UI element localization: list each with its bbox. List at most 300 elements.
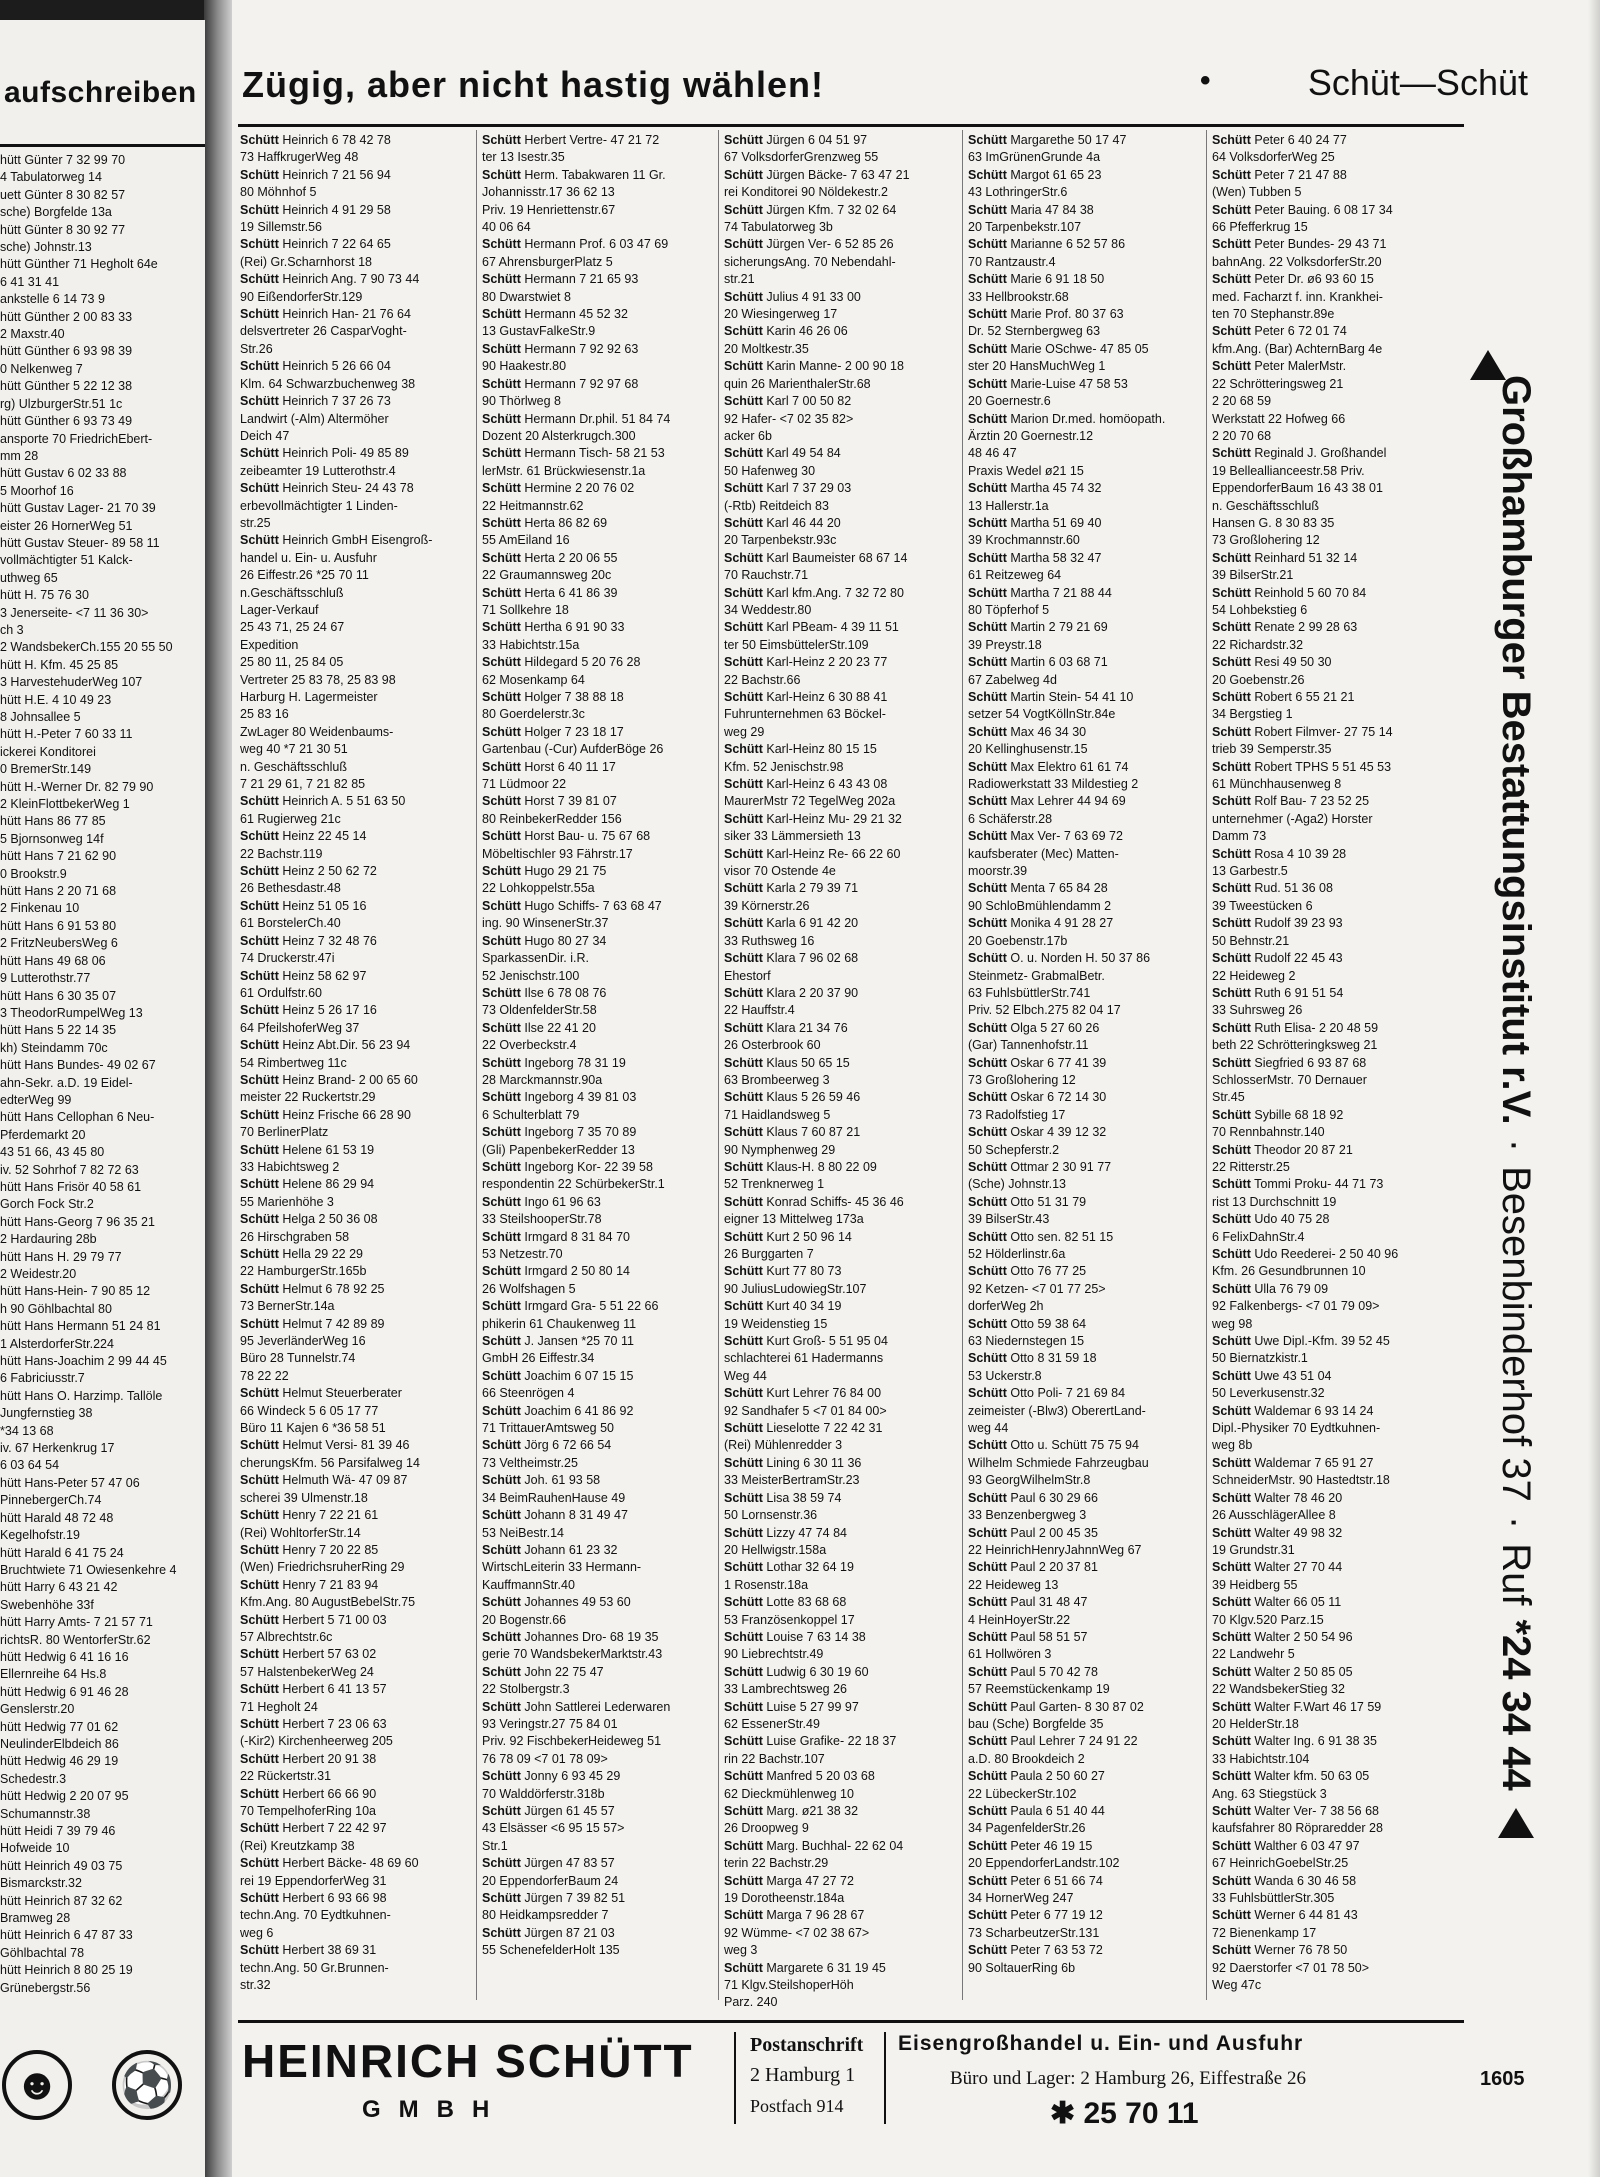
left-page-line: 2 Maxstr.40 <box>0 327 65 342</box>
vertical-ad-address: Besenbinderhof 37 <box>1494 1166 1539 1502</box>
listing-entry: 20 Tarpenbekstr.107 <box>968 220 1082 235</box>
listing-entry: Schütt Karl 46 44 20 <box>724 515 841 530</box>
left-page-line: ch 3 <box>0 622 24 637</box>
listing-entry: Schütt Paul 6 30 29 66 <box>968 1490 1098 1505</box>
listing-entry: 22 Rückertstr.31 <box>240 1769 332 1784</box>
listing-entry: Schütt Helmut Versi- 81 39 46 <box>240 1438 410 1453</box>
listing-entry: 33 Habichtsweg 2 <box>240 1159 340 1174</box>
left-page-line: ickerei Konditorei <box>0 744 96 759</box>
listing-entry: delsvertreter 26 CasparVoght- <box>240 324 407 339</box>
listing-entry: handel u. Ein- u. Ausfuhr <box>240 550 377 565</box>
listing-entry: Schütt Ingeborg 78 31 19 <box>482 1055 626 1070</box>
listing-entry: Deich 47 <box>240 428 290 443</box>
listing-entry: Ang. 63 Stiegstück 3 <box>1212 1786 1327 1801</box>
listing-entry: 22 WandsbekerStieg 32 <box>1212 1682 1345 1697</box>
left-page-line: Swebenhöhe 33f <box>0 1597 94 1612</box>
listing-entry: str.25 <box>240 515 271 530</box>
left-page-line: ahn-Sekr. a.D. 19 Eidel- <box>0 1075 133 1090</box>
left-page-line: 6 Fabriciusstr.7 <box>0 1371 85 1386</box>
listing-entry: Schütt Rudolf 22 45 43 <box>1212 951 1343 966</box>
listing-entry: Schütt Hermann 7 21 65 93 <box>482 272 639 287</box>
listing-entry: Schütt Monika 4 91 28 27 <box>968 916 1114 931</box>
listing-entry: KauffmannStr.40 <box>482 1577 575 1592</box>
left-page-line: 2 FritzNeubersWeg 6 <box>0 936 118 951</box>
listing-entry: Schütt Heinrich 7 21 56 94 <box>240 167 391 182</box>
left-page-line: 2 Weidestr.20 <box>0 1267 77 1281</box>
listing-entry: trieb 39 Semperstr.35 <box>1212 742 1332 757</box>
listing-entry: Schütt Helmut 7 42 89 89 <box>240 1316 385 1331</box>
left-page-line: 1 AlsterdorferStr.224 <box>0 1336 114 1351</box>
listing-entry: 67 HeinrichGoebelStr.25 <box>1212 1856 1349 1871</box>
listing-entry: Schütt Hermann Prof. 6 03 47 69 <box>482 237 669 252</box>
listing-entry: 50 Behnstr.21 <box>1212 933 1290 948</box>
listing-column-1 <box>240 132 472 1994</box>
listing-entry: Schütt Margarete 6 31 19 45 <box>724 1960 886 1975</box>
listing-entry: Schütt Heinrich 7 37 26 73 <box>240 394 391 409</box>
listing-entry: 22 Landwehr 5 <box>1212 1647 1295 1662</box>
listing-entry: n. Geschäftsschluß <box>240 759 347 774</box>
left-page-line: 0 Brookstr.9 <box>0 866 67 881</box>
listing-entry: quin 26 MarienthalerStr.68 <box>724 376 871 391</box>
listing-entry: Schütt Henry 7 22 21 61 <box>240 1508 379 1523</box>
listing-entry: Kfm.Ang. 80 AugustBebelStr.75 <box>240 1595 416 1610</box>
listing-entry: Schütt Olga 5 27 60 26 <box>968 1020 1100 1035</box>
listing-entry: 53 NeiBestr.14 <box>482 1525 564 1540</box>
listing-entry: Schütt Lisa 38 59 74 <box>724 1490 842 1505</box>
listing-column-5 <box>1212 132 1444 1994</box>
listing-entry: Schütt Marie OSchwe- 47 85 05 <box>968 341 1149 356</box>
left-page-line: 6 03 64 54 <box>0 1458 60 1473</box>
listing-entry: Schütt Hermann 45 52 32 <box>482 307 628 322</box>
listing-entry: Schütt Lothar 32 64 19 <box>724 1560 854 1575</box>
listing-entry: 6 Schulterblatt 79 <box>482 1107 580 1122</box>
listing-entry: Schütt Johannes 49 53 60 <box>482 1595 631 1610</box>
listing-entry: 39 Körnerstr.26 <box>724 898 810 913</box>
left-page-line: PinnebergerCh.74 <box>0 1493 102 1508</box>
listing-entry: siker 33 Lämmersieth 13 <box>724 829 861 844</box>
left-page-header: aufschreiben <box>4 76 197 109</box>
listing-entry: 19 Sillemstr.56 <box>240 220 322 235</box>
listing-entry: rei 19 EppendorferWeg 31 <box>240 1873 387 1888</box>
listing-entry: Schütt Otto 51 31 79 <box>968 1194 1087 1209</box>
listing-entry: 50 Hafenweg 30 <box>724 463 816 478</box>
listing-entry: (Wen) FriedrichsruherRing 29 <box>240 1560 405 1575</box>
listing-entry: Schütt Henry 7 21 83 94 <box>240 1577 379 1592</box>
left-page-line: Bismarckstr.32 <box>0 1876 82 1891</box>
left-page-line: 3 Jenerseite- <7 11 36 30> <box>0 605 149 620</box>
left-page-line: hütt Gustav Steuer- 89 58 11 <box>0 535 160 550</box>
listing-entry: dorferWeg 2h <box>968 1299 1044 1314</box>
listing-entry: Schütt Werner 6 44 81 43 <box>1212 1908 1358 1923</box>
listing-entry: Schütt Herbert 38 69 31 <box>240 1943 377 1958</box>
listing-entry: Schütt Rudolf 39 23 93 <box>1212 916 1343 931</box>
listing-entry: 13 GustavFalkeStr.9 <box>482 324 596 339</box>
listing-entry: weg 6 <box>240 1925 274 1940</box>
listing-entry: 22 HeinrichHenryJahnnWeg 67 <box>968 1542 1142 1557</box>
left-page-line: mm 28 <box>0 448 39 463</box>
listing-entry: Schütt Helene 86 29 94 <box>240 1177 375 1192</box>
listing-entry: Schütt Karl-Heinz 2 20 23 77 <box>724 655 888 670</box>
listing-entry: Schütt Martha 7 21 88 44 <box>968 585 1112 600</box>
listing-entry: setzer 54 VogtKöllnStr.84e <box>968 707 1116 722</box>
listing-entry: Schütt J. Jansen *25 70 11 <box>482 1334 634 1349</box>
listing-entry: Schütt Paul Lehrer 7 24 91 22 <box>968 1734 1138 1749</box>
listing-entry: 57 HalstenbekerWeg 24 <box>240 1664 374 1679</box>
listing-entry: 2 20 70 68 <box>1212 428 1272 443</box>
listing-entry: (-Rtb) Reitdeich 83 <box>724 498 829 513</box>
listing-entry: 92 Falkenbergs- <7 01 79 09> <box>1212 1299 1380 1314</box>
listing-entry: Schütt Walter 78 46 20 <box>1212 1490 1343 1505</box>
listing-entry: Schütt Herbert 6 93 66 98 <box>240 1891 387 1906</box>
listing-entry: 50 Biernatzkistr.1 <box>1212 1351 1308 1366</box>
listing-entry: (Rei) WohltorferStr.14 <box>240 1525 361 1540</box>
left-page-line: Schumannstr.38 <box>0 1806 91 1821</box>
listing-entry: Schütt Max Elektro 61 61 74 <box>968 759 1129 774</box>
listing-entry: Schütt Hugo Schiffs- 7 63 68 47 <box>482 898 662 913</box>
listing-entry: 57 Reemstückenkamp 19 <box>968 1682 1110 1697</box>
listing-entry: 26 Burggarten 7 <box>724 1247 814 1261</box>
directory-page <box>232 0 1600 2177</box>
listing-entry: Schütt Klara 21 34 76 <box>724 1020 848 1035</box>
listing-entry: 52 Trenknerweg 1 <box>724 1177 825 1192</box>
left-page-line: Genslerstr.20 <box>0 1702 75 1717</box>
listing-entry: Schütt Walter 66 05 11 <box>1212 1595 1342 1610</box>
left-page-line: iv. 52 Sohrhof 7 82 72 63 <box>0 1162 139 1177</box>
listing-entry: Schütt Heinz Brand- 2 00 65 60 <box>240 1072 418 1087</box>
listing-entry: 20 Wiesingerweg 17 <box>724 307 838 322</box>
listing-entry: Schütt Hella 29 22 29 <box>240 1247 363 1261</box>
left-page-line: uett Günter 8 30 82 57 <box>0 187 126 202</box>
listing-entry: bau (Sche) Borgfelde 35 <box>968 1716 1104 1731</box>
left-page-line: 6 41 31 41 <box>0 274 60 289</box>
left-page-line: sche) Borgfelde 13a <box>0 205 112 220</box>
listing-entry: Schütt Jürgen 61 45 57 <box>482 1804 615 1818</box>
column-divider <box>1206 130 1207 2000</box>
listing-entry: Schütt Paul 2 00 45 35 <box>968 1525 1098 1540</box>
listing-entry: Schütt Heinrich Ang. 7 90 73 44 <box>240 272 420 287</box>
ad-divider <box>734 2032 736 2124</box>
listing-entry: n.Geschäftsschluß <box>240 585 344 600</box>
listing-entry: Schütt Martin 6 03 68 71 <box>968 655 1108 670</box>
left-page-line: 3 TheodorRumpelWeg 13 <box>0 1005 143 1020</box>
listing-entry: Schütt Hertha 6 91 90 33 <box>482 620 625 635</box>
listing-entry: Schütt Herbert 20 91 38 <box>240 1751 377 1766</box>
left-page-line: hütt Hedwig 6 41 16 16 <box>0 1649 129 1664</box>
listing-entry: Schütt Ilse 22 41 20 <box>482 1020 596 1035</box>
listing-entry: 20 Kellinghusenstr.15 <box>968 742 1088 757</box>
ad-rule <box>238 2020 1464 2023</box>
listing-entry: schlachterei 61 Hadermanns <box>724 1351 884 1366</box>
listing-entry: Schütt Kurt Lehrer 76 84 00 <box>724 1386 882 1401</box>
listing-entry: weg 8b <box>1212 1438 1253 1453</box>
listing-entry: Weg 47c <box>1212 1978 1262 1993</box>
listing-entry: Schütt Renate 2 99 28 63 <box>1212 620 1358 635</box>
listing-entry: 66 Windeck 5 6 05 17 77 <box>240 1403 379 1418</box>
listing-entry: bahnAng. 22 VolksdorferStr.20 <box>1212 254 1382 269</box>
listing-entry: Schütt Heinz Frische 66 28 90 <box>240 1107 411 1122</box>
listing-entry: Schütt Heinrich Steu- 24 43 78 <box>240 481 414 496</box>
listing-entry: erbevollmächtigter 1 Linden- <box>240 498 398 513</box>
listing-entry: Schütt Uwe Dipl.-Kfm. 39 52 45 <box>1212 1334 1390 1349</box>
listing-entry: Schütt Ottmar 2 30 91 77 <box>968 1159 1112 1174</box>
listing-entry: 80 Möhnhof 5 <box>240 185 317 200</box>
listing-entry: 73 ScharbeutzerStr.131 <box>968 1925 1100 1940</box>
listing-entry: Schütt Walter 27 70 44 <box>1212 1560 1343 1575</box>
listing-entry: Schütt Jonny 6 93 45 29 <box>482 1769 621 1784</box>
listing-entry: techn.Ang. 70 Eydtkuhnen- <box>240 1908 391 1923</box>
ad-company-form: GMBH <box>362 2096 508 2123</box>
listing-entry: 73 OldenfelderStr.58 <box>482 1003 597 1018</box>
listing-entry: Schütt Peter 7 63 53 72 <box>968 1943 1103 1958</box>
listing-entry: 22 HamburgerStr.165b <box>240 1264 367 1279</box>
listing-entry: 22 Overbeckstr.4 <box>482 1038 577 1053</box>
listing-entry: med. Facharzt f. inn. Krankhei- <box>1212 289 1383 304</box>
listing-entry: Schütt Lizzy 47 74 84 <box>724 1525 847 1540</box>
listing-entry: Schütt Jürgen 6 04 51 97 <box>724 133 868 147</box>
listing-entry: Schütt Helmut 6 78 92 25 <box>240 1281 385 1296</box>
listing-entry: 66 Steenrögen 4 <box>482 1386 575 1401</box>
listing-entry: MaurerMstr 72 TegelWeg 202a <box>724 794 896 809</box>
listing-entry: 13 Garbestr.5 <box>1212 864 1288 879</box>
listing-entry: Ehestorf <box>724 968 771 983</box>
listing-entry: 63 FuhlsbüttlerStr.741 <box>968 985 1091 1000</box>
listing-entry: 13 Hallerstr.1a <box>968 498 1049 513</box>
listing-entry: ter 50 EimsbüttelerStr.109 <box>724 637 869 652</box>
left-page <box>0 20 205 2177</box>
listing-entry: 62 EssenerStr.49 <box>724 1716 820 1731</box>
listing-entry: Gartenbau (-Cur) AufderBöge 26 <box>482 742 664 757</box>
listing-entry: moorstr.39 <box>968 864 1028 879</box>
left-page-line: 5 Moorhof 16 <box>0 483 74 498</box>
page-edge <box>1588 0 1600 2177</box>
listing-entry: EppendorferBaum 16 43 38 01 <box>1212 481 1383 496</box>
listing-entry: Schütt Karl-Heinz Mu- 29 21 32 <box>724 811 902 826</box>
vertical-ad-separator: · <box>1494 1138 1539 1153</box>
listing-entry: Lager-Verkauf <box>240 602 319 617</box>
listing-entry: 33 Benzenbergweg 3 <box>968 1508 1087 1523</box>
listing-entry: Schütt Hugo 29 21 75 <box>482 864 607 879</box>
bottom-advertisement <box>238 2020 1464 2132</box>
left-page-line: hütt Hans Bundes- 49 02 67 <box>0 1058 156 1073</box>
left-page-line: edterWeg 99 <box>0 1092 72 1107</box>
left-page-line: hütt Gustav Lager- 21 70 39 <box>0 501 156 516</box>
listing-entry: 74 Tabulatorweg 3b <box>724 220 833 235</box>
listing-entry: Schütt Paul 31 48 47 <box>968 1595 1088 1610</box>
listing-entry: 22 Graumannsweg 20c <box>482 568 612 583</box>
left-page-line: Bramweg 28 <box>0 1911 71 1926</box>
listing-entry: Schütt Reginald J. Großhandel <box>1212 446 1387 461</box>
listing-entry: Praxis Wedel ø21 15 <box>968 463 1084 478</box>
listing-entry: 70 Walddörferstr.318b <box>482 1786 605 1801</box>
listing-entry: 78 22 22 <box>240 1368 289 1383</box>
listing-entry: Schütt Joachim 6 41 86 92 <box>482 1403 634 1418</box>
listing-entry: 33 SteilshooperStr.78 <box>482 1212 602 1227</box>
listing-entry: zeimeister (-Blw3) OberertLand- <box>968 1403 1146 1418</box>
listing-entry: 71 Haidlandsweg 5 <box>724 1107 831 1122</box>
listing-entry: Schütt Heinz 2 50 62 72 <box>240 864 377 879</box>
listing-entry: Schütt Walter kfm. 50 63 05 <box>1212 1769 1370 1784</box>
name-range: Schüt—Schüt <box>1307 62 1528 103</box>
listing-entry: 22 Stolbergstr.3 <box>482 1682 570 1697</box>
left-page-line: hütt Hans-Peter 57 47 06 <box>0 1475 140 1490</box>
listing-entry: 57 Albrechtstr.6c <box>240 1629 333 1644</box>
listing-entry: Schütt Herbert 66 66 90 <box>240 1786 377 1801</box>
listing-entry: 33 MeisterBertramStr.23 <box>724 1473 860 1488</box>
listing-entry: 66 Pfefferkrug 15 <box>1212 220 1308 235</box>
listing-entry: 90 Liebrechtstr.49 <box>724 1647 824 1662</box>
listing-entry: Schütt Holger 7 23 18 17 <box>482 724 624 739</box>
listing-entry: Schütt Jürgen Kfm. 7 32 02 64 <box>724 202 897 217</box>
listing-entry: 19 Grundstr.31 <box>1212 1542 1295 1557</box>
listing-entry: Büro 28 Tunnelstr.74 <box>240 1351 356 1366</box>
listing-entry: 64 VolksdorferWeg 25 <box>1212 150 1335 165</box>
listing-entry: 26 Bethesdastr.48 <box>240 881 341 896</box>
listing-entry: Schütt Karl-Heinz 6 43 43 08 <box>724 777 888 792</box>
listing-entry: Schütt Peter Bundes- 29 43 71 <box>1212 237 1387 252</box>
listing-entry: (Sche) Johnstr.13 <box>968 1177 1066 1192</box>
listing-entry: Schütt Johannes Dro- 68 19 35 <box>482 1629 659 1644</box>
listing-entry: Schütt Walter 2 50 54 96 <box>1212 1629 1353 1644</box>
left-page-line: hütt Hedwig 2 20 07 95 <box>0 1789 129 1804</box>
left-page-line: 0 Nelkenweg 7 <box>0 361 83 376</box>
listing-column-3 <box>724 132 956 2012</box>
listing-entry: Schütt Karl 7 00 50 82 <box>724 394 852 409</box>
listing-entry: Schütt Ingeborg 7 35 70 89 <box>482 1125 637 1140</box>
listing-entry: 22 Heideweg 2 <box>1212 968 1296 983</box>
listing-entry: Schütt Martha 45 74 32 <box>968 481 1102 496</box>
listing-entry: Schütt Louise 7 63 14 38 <box>724 1629 866 1644</box>
listing-entry: Schütt Heinrich GmbH Eisengroß- <box>240 533 433 548</box>
listing-entry: 92 Wümme- <7 02 38 67> <box>724 1925 870 1940</box>
listing-entry: Schütt Marion Dr.med. homöopath. <box>968 411 1166 426</box>
left-page-line: iv. 67 Herkenkrug 17 <box>0 1441 115 1456</box>
listing-entry: 90 Thörlweg 8 <box>482 394 561 409</box>
listing-entry: str.21 <box>724 272 755 287</box>
listing-entry: 73 Großlohering 12 <box>968 1072 1076 1087</box>
listing-entry: 33 Hellbrookstr.68 <box>968 289 1069 304</box>
listing-entry: 72 Bienenkamp 17 <box>1212 1925 1317 1940</box>
header-rule <box>238 124 1464 127</box>
listing-entry: 71 TrittauerAmtsweg 50 <box>482 1421 615 1436</box>
listing-entry: rei Konditorei 90 Nöldekestr.2 <box>724 185 888 200</box>
listing-entry: Schütt Menta 7 65 84 28 <box>968 881 1108 896</box>
listing-entry: 54 Rimbertweg 11c <box>240 1055 347 1070</box>
left-page-line: 3 HarvestehuderWeg 107 <box>0 675 143 690</box>
triangle-logo-icon <box>1498 1808 1534 1838</box>
listing-entry: Schütt Karl-Heinz 6 30 88 41 <box>724 690 888 704</box>
ad-phone: ✱ 25 70 11 <box>1050 2097 1199 2130</box>
listing-entry: Schütt Hugo 80 27 34 <box>482 933 607 948</box>
listing-entry: a.D. 80 Brookdeich 2 <box>968 1751 1085 1766</box>
listing-entry: 26 Hirschgraben 58 <box>240 1229 350 1244</box>
listing-entry: 20 EppendorferLandstr.102 <box>968 1856 1120 1871</box>
listing-entry: 63 ImGrünenGrunde 4a <box>968 150 1101 165</box>
listing-entry: 33 Suhrsweg 26 <box>1212 1003 1303 1018</box>
listing-entry: kfm.Ang. (Bar) AchternBarg 4e <box>1212 341 1383 356</box>
listing-entry: kaufsberater (Mec) Matten- <box>968 846 1119 861</box>
listing-entry: 53 Uckerstr.8 <box>968 1368 1042 1383</box>
listing-entry: SparkassenDir. i.R. <box>482 951 589 966</box>
listing-entry: weg 40 *7 21 30 51 <box>240 742 348 757</box>
left-page-line: hütt Gustav 6 02 33 88 <box>0 466 127 481</box>
listing-entry: Werkstatt 22 Hofweg 66 <box>1212 411 1346 426</box>
left-page-line: hütt Hans 2 20 71 68 <box>0 884 117 899</box>
left-page-line: hütt Günther 2 00 83 33 <box>0 309 133 324</box>
left-page-rule <box>0 144 205 147</box>
left-page-line: h 90 Göhlbachtal 80 <box>0 1301 112 1316</box>
left-page-line: 9 Lutterothstr.77 <box>0 971 91 986</box>
listing-entry: 20 Hellwigstr.158a <box>724 1542 827 1557</box>
listing-entry: Schütt Robert Filmver- 27 75 14 <box>1212 724 1393 739</box>
listing-entry: Schütt Marie 6 91 18 50 <box>968 272 1105 287</box>
listing-entry: 22 LübeckerStr.102 <box>968 1786 1077 1801</box>
left-page-line: uthweg 65 <box>0 570 58 585</box>
listing-entry: 43 LothringerStr.6 <box>968 185 1068 200</box>
listing-entry: 22 Ritterstr.25 <box>1212 1159 1290 1174</box>
listing-entry: Schütt Hermann Tisch- 58 21 53 <box>482 446 665 461</box>
listing-entry: Schütt Herbert 57 63 02 <box>240 1647 377 1662</box>
left-page-line: hütt Hans-Georg 7 96 35 21 <box>0 1214 155 1229</box>
listing-entry: techn.Ang. 50 Gr.Brunnen- <box>240 1960 389 1975</box>
listing-entry: Schütt Peter 46 19 15 <box>968 1838 1093 1853</box>
listing-entry: Schütt Klara 2 20 37 90 <box>724 985 859 1000</box>
listing-entry: Schütt Klaus 7 60 87 21 <box>724 1125 861 1140</box>
listing-entry: (Gar) Tannenhofstr.11 <box>968 1038 1089 1053</box>
left-page-line: rg) UlzburgerStr.51 1c <box>0 396 123 411</box>
listing-entry: Schütt Karin 46 26 06 <box>724 324 848 339</box>
listing-entry: 80 Töpferhof 5 <box>968 602 1050 617</box>
listing-entry: 33 Habichtstr.104 <box>1212 1751 1310 1766</box>
listing-entry: Schütt Waldemar 6 93 14 24 <box>1212 1403 1374 1418</box>
listing-entry: Schütt Kurt 40 34 19 <box>724 1299 842 1314</box>
listing-entry: 25 80 11, 25 84 05 <box>240 655 344 670</box>
listing-entry: Schütt Karla 2 79 39 71 <box>724 881 859 896</box>
listing-entry: Schütt Helene 61 53 19 <box>240 1142 375 1157</box>
listing-entry: 22 Hauffstr.4 <box>724 1003 795 1018</box>
ad-company-name: HEINRICH SCHÜTT <box>242 2035 694 2087</box>
listing-entry: Schütt Heinrich Poli- 49 85 89 <box>240 446 409 461</box>
listing-entry: Schütt Otto sen. 82 51 15 <box>968 1229 1114 1244</box>
listing-entry: Schütt Horst 7 39 81 07 <box>482 794 617 809</box>
listing-entry: meister 22 Ruckertstr.29 <box>240 1090 376 1105</box>
listing-entry: cherungsKfm. 56 Parsifalweg 14 <box>240 1455 420 1470</box>
listing-entry: ter 13 Isestr.35 <box>482 150 565 165</box>
listing-entry: 73 Großlohering 12 <box>1212 533 1320 548</box>
listing-entry: Schütt Herbert 7 23 06 63 <box>240 1716 387 1731</box>
listing-entry: 22 Lohkoppelstr.55a <box>482 881 595 896</box>
listing-entry: Schütt Henry 7 20 22 85 <box>240 1542 379 1557</box>
listing-entry: Schütt Helga 2 50 36 08 <box>240 1212 378 1227</box>
listing-entry: 39 Heidberg 55 <box>1212 1577 1298 1592</box>
listing-entry: 93 GeorgWilhelmStr.8 <box>968 1473 1091 1488</box>
listing-entry: Schütt Sybille 68 18 92 <box>1212 1107 1344 1122</box>
listing-entry: Schütt Herta 86 82 69 <box>482 515 608 530</box>
ad-post-box: Postfach 914 <box>750 2096 844 2116</box>
listing-entry: Schütt Werner 76 78 50 <box>1212 1943 1348 1958</box>
listing-entry: Schütt Ingeborg 4 39 81 03 <box>482 1090 637 1105</box>
listing-entry: 34 PagenfelderStr.26 <box>968 1821 1086 1836</box>
listing-entry: Schütt Julius 4 91 33 00 <box>724 289 861 304</box>
listing-entry: Dipl.-Physiker 70 Eydtkuhnen- <box>1212 1421 1381 1436</box>
listing-entry: Kfm. 26 Gesundbrunnen 10 <box>1212 1264 1366 1279</box>
listing-entry: 4 HeinHoyerStr.22 <box>968 1612 1071 1627</box>
listing-entry: 26 Osterbrook 60 <box>724 1038 821 1053</box>
listing-entry: 20 Goebenstr.17b <box>968 933 1068 948</box>
listing-entry: 34 Weddestr.80 <box>724 602 812 617</box>
listing-entry: Schütt Ilse 6 78 08 76 <box>482 985 607 1000</box>
left-page-line: hütt Heinrich 49 03 75 <box>0 1858 123 1873</box>
listing-entry: (-Kir2) Kirchenheerweg 205 <box>240 1734 393 1749</box>
